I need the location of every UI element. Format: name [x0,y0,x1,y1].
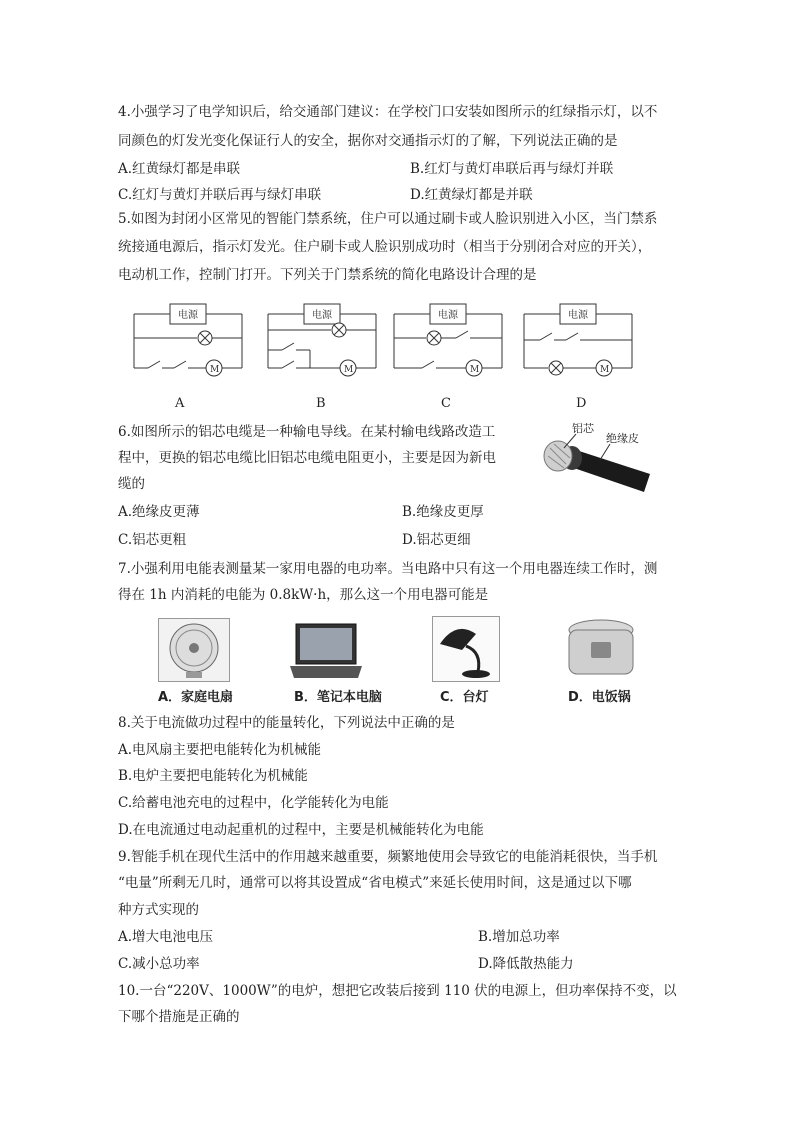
circuit-c-label: C [441,396,451,411]
q9-option-b: B.增加总功率 [478,929,560,945]
q8-option-a: A.电风扇主要把电能转化为机械能 [118,742,322,758]
q5-stem-line3: 电动机工作，控制门打开。下列关于门禁系统的简化电路设计合理的是 [118,267,537,283]
q6-option-a: A.绝缘皮更薄 [118,504,200,520]
circuit-d-label: D [576,396,587,411]
q9-option-a: A.增大电池电压 [118,929,214,945]
cable-insulation-label: 绝缘皮 [606,432,639,445]
q4-option-c: C.红灯与黄灯并联后再与绿灯串联 [118,187,322,203]
q7-option-d: D．电饭锅 [568,690,631,705]
circuit-a-power-label: 电源 [178,310,198,321]
q6-stem-line1: 6.如图所示的铝芯电缆是一种输电导线。在某村输电线路改造工 [118,424,496,440]
q6-stem-line3: 缆的 [118,476,145,492]
circuit-d-motor-label: M [600,365,610,375]
q7-option-c: C．台灯 [440,690,489,705]
q5-stem-line2: 统接通电源后，指示灯发光。住户刷卡或人脸识别成功时（相当于分别闭合对应的开关）， [118,239,652,255]
q9-option-c: C.减小总功率 [118,956,200,972]
q10-stem-line2: 下哪个措施是正确的 [118,1009,240,1025]
q5-stem-line1: 5.如图为封闭小区常见的智能门禁系统，住户可以通过刷卡或人脸识别进入小区，当门禁系 [118,211,658,227]
q4-stem-line1: 4.小强学习了电学知识后，给交通部门建议：在学校门口安装如图所示的红绿指示灯，以不 [118,104,658,120]
q6-option-d: D.铝芯更细 [402,532,471,548]
q7-option-b: B．笔记本电脑 [294,690,382,705]
circuit-c-diagram [392,298,504,380]
q4-stem-line2: 同颜色的灯发光变化保证行人的安全，据你对交通指示灯的了解，下列说法正确的是 [118,133,618,149]
circuit-b-diagram [266,298,378,380]
cable-core-label: 铝芯 [572,422,594,435]
q8-stem-line1: 8.关于电流做功过程中的能量转化，下列说法中正确的是 [118,715,455,731]
cable-illustration [536,414,656,504]
circuit-a-label: A [175,396,185,411]
q7-option-a: A．家庭电扇 [158,690,234,705]
rice-cooker-image [565,616,637,682]
q4-option-a: A.红黄绿灯都是串联 [118,161,241,177]
q6-option-c: C.铝芯更粗 [118,532,187,548]
q9-option-d: D.降低散热能力 [478,956,574,972]
circuit-c-power-label: 电源 [438,310,458,321]
circuit-d-diagram [522,298,634,380]
q4-option-d: D.红黄绿灯都是并联 [410,187,533,203]
circuit-b-motor-label: M [344,365,354,375]
q10-stem-line1: 10.一台“220V、1000W”的电炉，想把它改装后接到 110 伏的电源上，但功率保持不变，以 [118,983,677,999]
desk-lamp-image [432,616,500,682]
q4-option-b: B.红灯与黄灯串联后再与绿灯并联 [410,161,614,177]
q8-option-b: B.电炉主要把电能转化为机械能 [118,768,308,784]
fan-image [158,618,230,682]
q8-option-d: D.在电流通过电动起重机的过程中，主要是机械能转化为电能 [118,822,484,838]
q6-option-b: B.绝缘皮更厚 [402,504,484,520]
q6-stem-line2: 程中，更换的铝芯电缆比旧铝芯电缆电阻更小，主要是因为新电 [118,450,496,466]
circuit-a-diagram [132,298,244,380]
q7-stem-line1: 7.小强利用电能表测量某一家用电器的电功率。当电路中只有这一个用电器连续工作时，测 [118,561,658,577]
circuit-b-label: B [316,396,326,411]
q9-stem-line1: 9.智能手机在现代生活中的作用越来越重要，频繁地使用会导致它的电能消耗很快，当手机 [118,849,658,865]
circuit-b-power-label: 电源 [312,310,332,321]
circuit-a-motor-label: M [210,365,220,375]
laptop-image [288,622,364,682]
q8-option-c: C.给蓄电池充电的过程中，化学能转化为电能 [118,795,389,811]
circuit-d-power-label: 电源 [568,310,588,321]
q9-stem-line2: “电量”所剩无几时，通常可以将其设置成“省电模式”来延长使用时间，这是通过以下哪 [118,875,632,891]
circuit-c-motor-label: M [470,365,480,375]
q9-stem-line3: 种方式实现的 [118,902,199,918]
q7-stem-line2: 得在 1h 内消耗的电能为 0.8kW·h，那么这一个用电器可能是 [118,587,489,603]
